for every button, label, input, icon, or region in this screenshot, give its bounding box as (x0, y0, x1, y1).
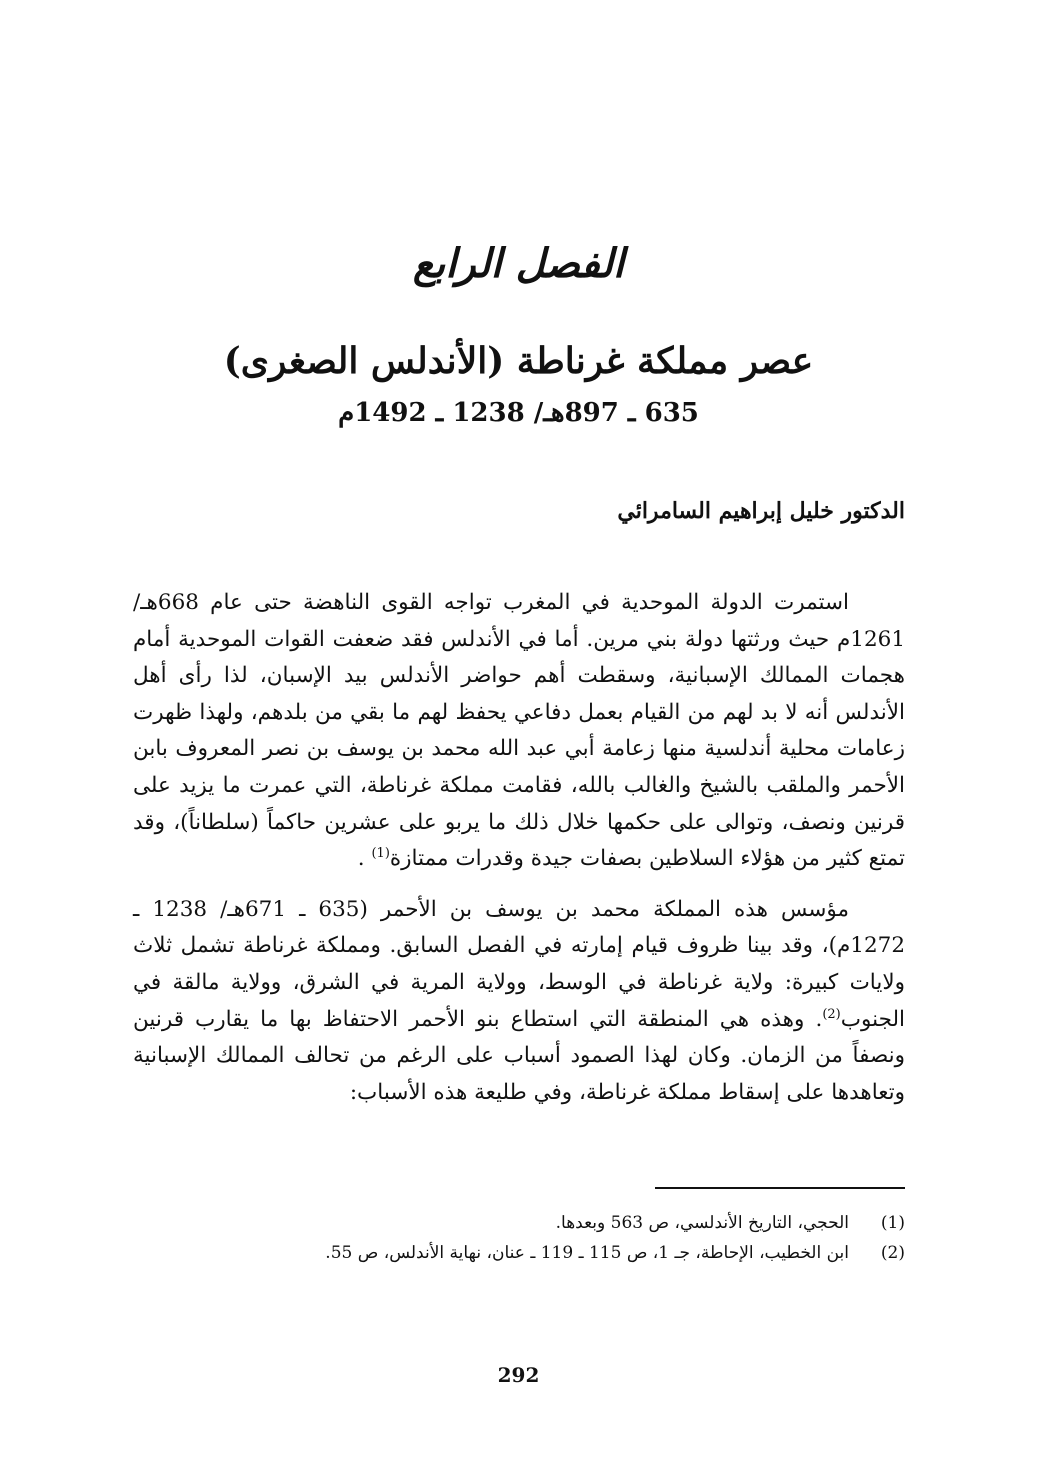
chapter-title: عصر مملكة غرناطة (الأندلس الصغرى) (223, 340, 814, 382)
footnote-text: ابن الخطيب، الإحاطة، جـ 1، ص 115 ـ 119 ـ عنان، نهاية الأندلس، ص 55. (325, 1243, 849, 1263)
paragraph-2-text-b: . وهذه هي المنطقة التي استطاع بنو الأحمر الاحتفاظ بها ما يقارب قرنين ونصفاً من الزمان. وكان لهذا الصمود أسباب على الرغم من تحالف الممالك الإسبانية وتعاهدها على إسقاط مملكة غرناطة، وفي طليعة هذه الأسباب: (133, 1006, 905, 1105)
footnote-ref-1: (1) (371, 846, 390, 861)
paragraph-1-end: . (357, 846, 365, 872)
paragraph-2 (133, 892, 905, 1112)
page-number: 292 (497, 1363, 540, 1387)
footnote-text: الحجي، التاريخ الأندلسي، ص 563 وبعدها. (555, 1213, 849, 1233)
paragraph-2-text-a: مؤسس هذه المملكة محمد بن يوسف بن الأحمر (635 ـ 671هـ/ 1238 ـ 1272م)، وقد بينا ظروف قيام إمارته في الفصل السابق. ومملكة غرناطة تشمل ثلاث ولايات كبيرة: ولاية غرناطة في الوسط، وولاية المرية في الشرق، وولاية مالقة في الجنوب (133, 896, 905, 1032)
footnote-ref-2: (2) (822, 1006, 841, 1022)
paragraph-1-text: استمرت الدولة الموحدية في المغرب تواجه القوى الناهضة حتى عام 668هـ/ 1261م حيث ورثتها دولة بني مرين. أما في الأندلس فقد ضعفت القوات الموحدية أمام هجمات الممالك الإسبانية، وسقطت أهم حواضر الأندلس بيد الإسبان، لذا رأى أهل الأندلس أنه لا بد لهم من القيام بعمل دفاعي يحفظ لهم ما بقي من بلدهم، ولهذا ظهرت زعامات محلية أندلسية منها زعامة أبي عبد الله محمد بن يوسف بن نصر المعروف بابن الأحمر والملقب بالشيخ والغالب بالله، فقامت مملكة غرناطة، التي عمرت ما يزيد على قرنين ونصف، وتوالى على حكمها خلال ذلك ما يربو على عشرين حاكماً (سلطاناً)، وقد تمتع كثير من هؤلاء السلاطين بصفات جيدة وقدرات ممتازة (133, 590, 905, 872)
footnote-item (133, 1238, 905, 1268)
chapter-dates: 635 ـ 897هـ/ 1238 ـ 1492م (338, 398, 699, 428)
footnote-number: (2) (880, 1243, 905, 1263)
paragraph-1 (133, 585, 905, 878)
chapter-label: الفصل الرابع (412, 240, 625, 287)
footnote-separator (655, 1187, 905, 1189)
footnotes (133, 1208, 905, 1268)
author-name: الدكتور خليل إبراهيم السامرائي (617, 498, 905, 524)
body-text (133, 585, 905, 1111)
footnote-number: (1) (880, 1213, 905, 1233)
footnote-item (133, 1208, 905, 1238)
